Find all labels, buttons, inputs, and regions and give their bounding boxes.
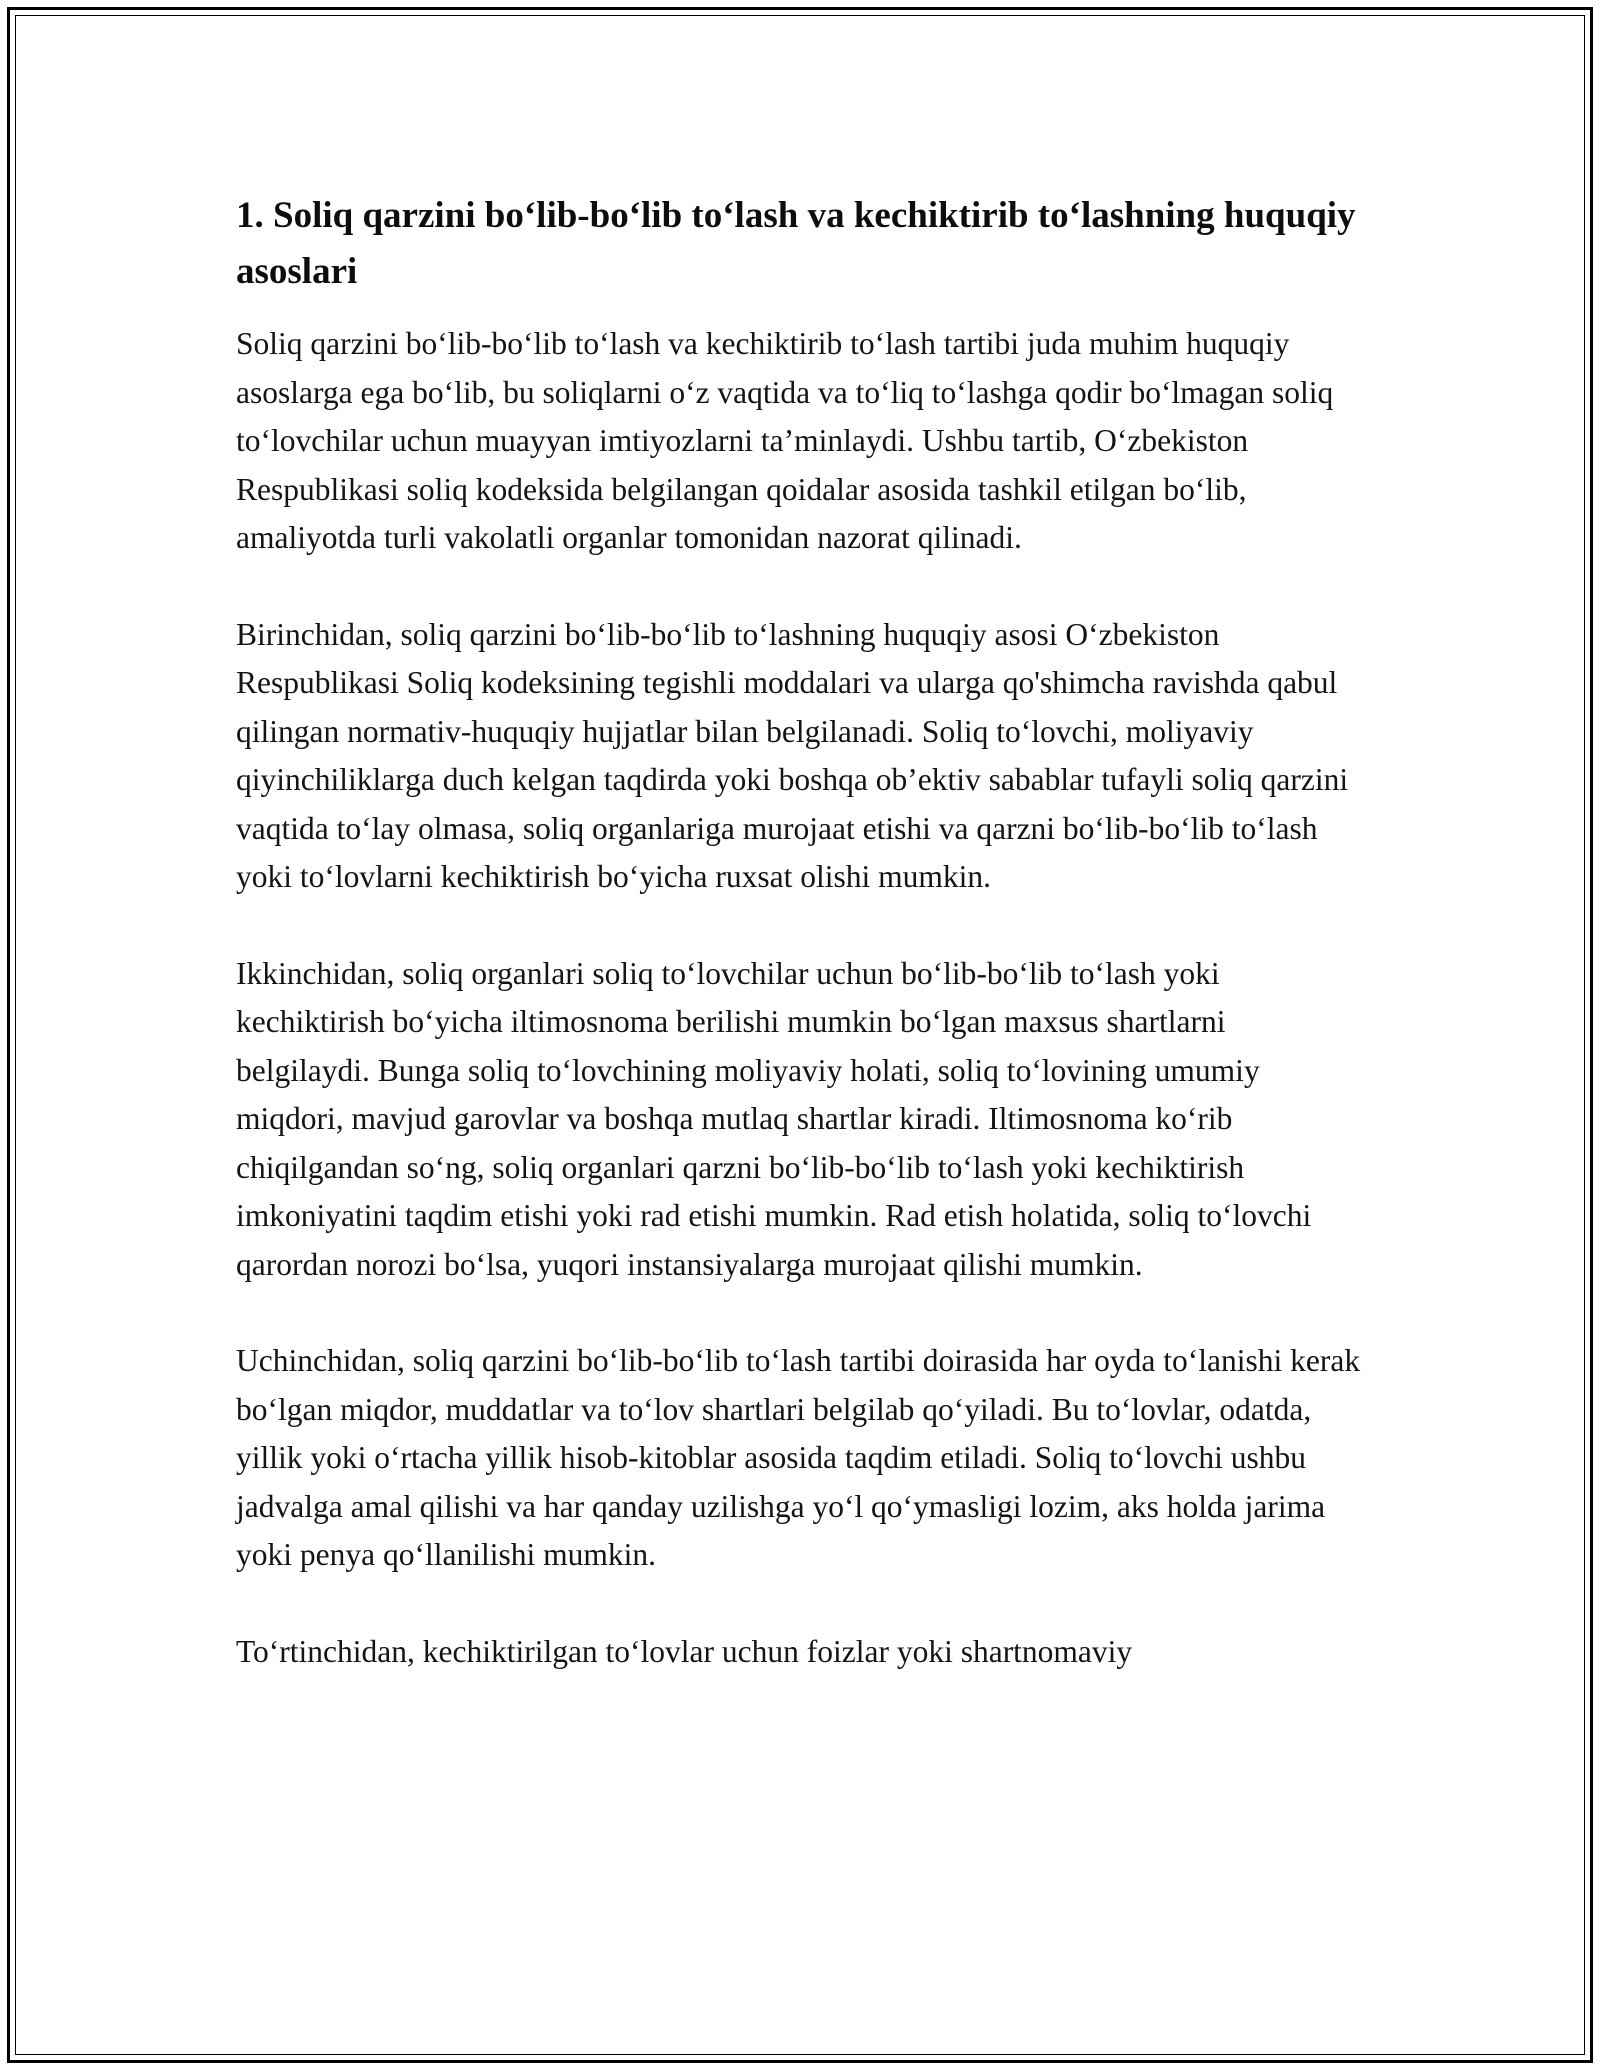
paragraph-first: Birinchidan, soliq qarzini bo‘lib-bo‘lib to‘lashning huquqiy asosi O‘zbekiston Respublikasi Soliq kodeksining tegishli moddalari va ularga qo'shimcha ravishda qabul qilingan normativ-huquqiy hujjatlar bilan belgilanadi. Soliq to‘lovchi, moliyaviy qiyinchiliklarga duch kelgan taqdirda yoki boshqa ob’ektiv sabablar tufayli soliq qarzini vaqtida to‘lay olmasa, soliq organlariga murojaat etishi va qarzni bo‘lib-bo‘lib to‘lash yoki to‘lovlarni kechiktirish bo‘yicha ruxsat olishi mumkin. <box>236 616 1349 894</box>
document-body <box>236 188 1366 1724</box>
paragraph-third: Uchinchidan, soliq qarzini bo‘lib-bo‘lib to‘lash tartibi doirasida har oyda to‘lanishi kerak bo‘lgan miqdor, muddatlar va to‘lov shartlari belgilab qo‘yiladi. Bu to‘lovlar, odatda, yillik yoki o‘rtacha yillik hisob-kitoblar asosida taqdim etiladi. Soliq to‘lovchi ushbu jadvalga amal qilishi va har qanday uzilishga yo‘l qo‘ymasligi lozim, aks holda jarima yoki penya qo‘llanilishi mumkin. <box>236 1343 1361 1572</box>
paragraph-fourth: To‘rtinchidan, kechiktirilgan to‘lovlar uchun foizlar yoki shartnomaviy <box>236 1633 1133 1669</box>
paragraph-intro: Soliq qarzini bo‘lib-bo‘lib to‘lash va kechiktirib to‘lash tartibi juda muhim huquqiy asoslarga ega bo‘lib, bu soliqlarni o‘z vaqtida va to‘liq to‘lashga qodir bo‘lmagan soliq to‘lovchilar uchun muayyan imtiyozlarni ta’minlaydi. Ushbu tartib, O‘zbekiston Respublikasi soliq kodeksida belgilangan qoidalar asosida tashkil etilgan bo‘lib, amaliyotda turli vakolatli organlar tomonidan nazorat qilinadi. <box>236 326 1334 555</box>
paragraph-second: Ikkinchidan, soliq organlari soliq to‘lovchilar uchun bo‘lib-bo‘lib to‘lash yoki kechiktirish bo‘yicha iltimosnoma berilishi mumkin bo‘lgan maxsus shartlarni belgilaydi. Bunga soliq to‘lovchining moliyaviy holati, soliq to‘lovining umumiy miqdori, mavjud garovlar va boshqa mutlaq shartlar kiradi. Iltimosnoma ko‘rib chiqilgandan so‘ng, soliq organlari qarzni bo‘lib-bo‘lib to‘lash yoki kechiktirish imkoniyatini taqdim etishi yoki rad etishi mumkin. Rad etish holatida, soliq to‘lovchi qarordan norozi bo‘lsa, yuqori instansiyalarga murojaat qilishi mumkin. <box>236 955 1312 1282</box>
section-heading: 1. Soliq qarzini bo‘lib-bo‘lib to‘lash va kechiktirib to‘lashning huquqiy asoslari <box>236 195 1356 292</box>
